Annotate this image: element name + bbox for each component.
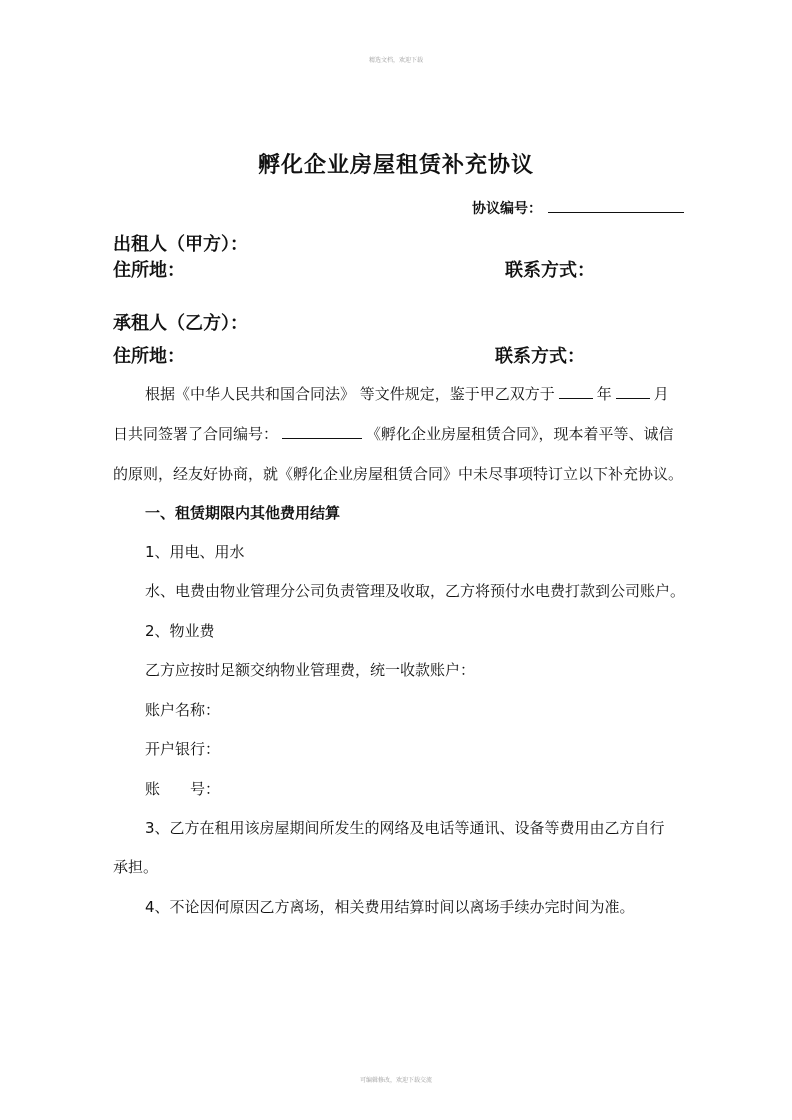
intro-year: 年 bbox=[596, 385, 612, 403]
item-3-line-1: 3、乙方在租用该房屋期间所发生的网络及电话等通讯、设备等费用由乙方自行 bbox=[145, 819, 665, 837]
item-1-text: 水、电费由物业管理分公司负责管理及收取，乙方将预付水电费打款到公司账户。 bbox=[145, 582, 686, 600]
contract-number-blank bbox=[282, 424, 362, 439]
document-title: 孵化企业房屋租赁补充协议 bbox=[257, 153, 534, 178]
agreement-number bbox=[472, 198, 684, 218]
footer-note: 可编辑修改，欢迎下载交流 bbox=[359, 1077, 432, 1084]
lessee-label: 承租人（乙方）： bbox=[113, 313, 248, 334]
year-blank bbox=[559, 384, 593, 399]
intro-text-1: 根据《中华人民共和国合同法》 等文件规定，鉴于甲乙双方于 bbox=[145, 385, 555, 403]
month-blank bbox=[616, 384, 650, 399]
header-note: 精选文档，欢迎下载 bbox=[368, 57, 423, 64]
section-1-heading: 一、租赁期限内其他费用结算 bbox=[145, 504, 341, 522]
lessor-address-label: 住所地： bbox=[113, 260, 185, 281]
lessor-contact-label: 联系方式： bbox=[505, 260, 595, 281]
item-2-title: 2、物业费 bbox=[145, 622, 215, 640]
intro-line-1 bbox=[145, 383, 669, 404]
lessee-address-label: 住所地： bbox=[113, 346, 185, 367]
agreement-number-blank bbox=[548, 198, 684, 213]
intro-month: 月 bbox=[653, 385, 669, 403]
account-number-char-1: 账 bbox=[145, 780, 161, 798]
account-name-label: 账户名称： bbox=[145, 701, 221, 719]
account-number-label bbox=[145, 778, 220, 799]
item-4: 4、不论因何原因乙方离场，相关费用结算时间以离场手续办完时间为准。 bbox=[145, 898, 635, 916]
lessee-contact-label: 联系方式： bbox=[495, 346, 585, 367]
account-number-char-2: 号： bbox=[190, 780, 221, 798]
item-2-text: 乙方应按时足额交纳物业管理费，统一收款账户： bbox=[145, 661, 476, 679]
bank-label: 开户银行： bbox=[145, 740, 221, 758]
lessor-label: 出租人（甲方）： bbox=[113, 234, 248, 255]
item-3-line-2: 承担。 bbox=[113, 858, 159, 876]
item-1-title: 1、用电、用水 bbox=[145, 543, 245, 561]
intro-text-3: 《孵化企业房屋租赁合同》，现本着平等、诚信 bbox=[366, 425, 674, 443]
agreement-number-label: 协议编号： bbox=[472, 201, 542, 217]
intro-line-2 bbox=[113, 423, 674, 444]
intro-line-3: 的原则，经友好协商，就《孵化企业房屋租赁合同》中未尽事项特订立以下补充协议。 bbox=[113, 465, 684, 483]
intro-text-2: 日共同签署了合同编号： bbox=[113, 425, 279, 443]
